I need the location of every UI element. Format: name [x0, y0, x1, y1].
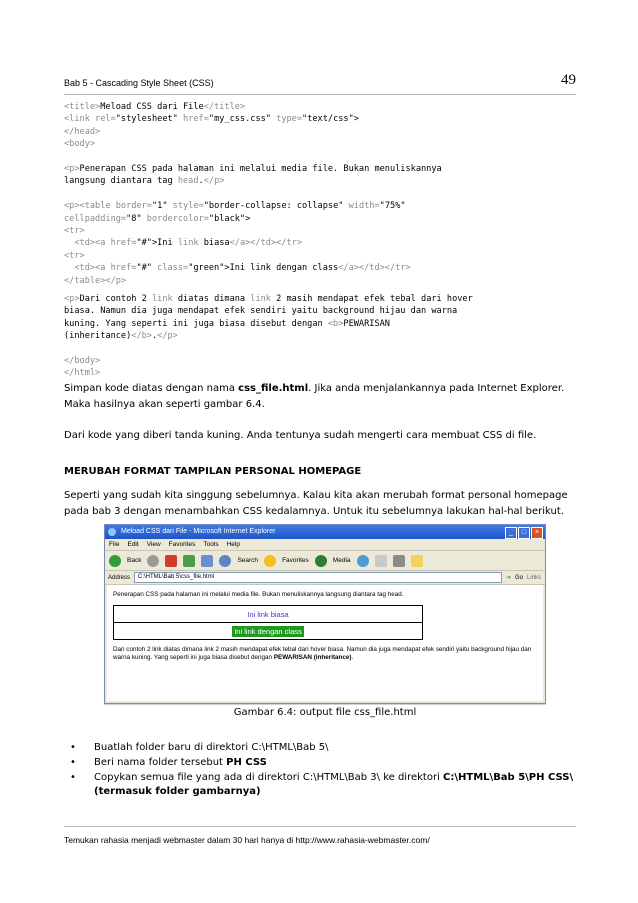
link-table — [113, 605, 423, 640]
window-titlebar — [105, 525, 545, 539]
list-item: • Buatlah folder baru di direktori C:\HTML\Bab 5\ — [70, 742, 329, 753]
code-line — [64, 343, 584, 355]
code-line: cellpadding="8" bordercolor="black"> — [64, 213, 251, 224]
back-label: Back — [127, 557, 142, 564]
mail-icon — [375, 555, 387, 567]
code-line: <title>Meload CSS dari File</title> — [64, 102, 246, 112]
code-line: biasa. Namun dia juga mendapat efek sendiri yaitu background hijau dan warna — [64, 306, 458, 317]
bullet-dot-icon: • — [70, 772, 76, 783]
ie-icon — [108, 528, 116, 536]
code-line: <link rel="stylesheet" href="my_css.css" type="text/css"> — [64, 114, 359, 125]
menu-item: Tools — [203, 541, 219, 548]
paragraph-save-file: Simpan kode diatas dengan nama css_file.html. Jika anda menjalankannya pada Internet Explorer. Maka hasilnya akan seperti gambar 6.4. — [64, 383, 565, 410]
code-line — [64, 151, 584, 163]
stop-icon — [165, 555, 177, 567]
code-line: (inheritance)</b>.</p> — [64, 331, 178, 342]
search-label: Search — [237, 557, 259, 564]
section-heading: MERUBAH FORMAT TAMPILAN PERSONAL HOMEPAGE — [64, 466, 362, 477]
go-label: Go — [514, 574, 523, 581]
browser-toolbar — [105, 551, 545, 571]
page-footer: Temukan rahasia menjadi webmaster dalam 30 hari hanya di http://www.rahasia-webmaster.com/ — [64, 826, 576, 845]
media-icon — [315, 555, 327, 567]
bullet-dot-icon: • — [70, 757, 76, 768]
address-bar — [105, 571, 545, 585]
list-item: • Beri nama folder tersebut PH CSS — [70, 757, 267, 768]
browser-page — [107, 585, 543, 701]
menu-bar — [105, 539, 545, 551]
list-item: • Copykan semua file yang ada di direktori C:\HTML\Bab 3\ ke direktori C:\HTML\Bab 5\PH CSS\ (termasuk folder gambarnya) — [70, 772, 574, 797]
code-line: <p>Dari contoh 2 link diatas dimana link 2 masih mendapat efek tebal dari hover — [64, 294, 473, 304]
links-label: Links — [526, 574, 541, 581]
favorites-label: Favorites — [282, 557, 309, 564]
search-icon — [219, 555, 231, 567]
code-line: <td><a href="#">Ini link biasa</a></td></tr> — [64, 238, 303, 249]
page-paragraph-2: Dari contoh 2 link diatas dimana link 2 masih mendapat efek tebal dari hover biasa. Namun dia juga mendapat efek sendiri yaitu background hijau dan warna kuning. Yang seperti ini juga biasa disebut dengan PEWARISAN (inheritance). — [113, 646, 532, 661]
address-value: C:\HTML\Bab 5\css_file.html — [134, 572, 502, 583]
code-line: </head> — [64, 126, 101, 137]
page-paragraph-1: Penerapan CSS pada halaman ini melalui media file. Bukan menuliskannya langsung diantara tag head. — [113, 591, 404, 598]
menu-item: File — [109, 541, 120, 548]
minimize-icon: _ — [505, 527, 517, 539]
page-header — [64, 72, 576, 95]
history-icon — [357, 555, 369, 567]
address-label: Address — [108, 574, 131, 581]
figure-caption: Gambar 6.4: output file css_file.html — [104, 704, 546, 718]
page-link-normal: Ini link biasa — [247, 609, 289, 619]
code-line — [64, 188, 584, 200]
back-arrow-icon — [109, 555, 121, 567]
code-line: <body> — [64, 139, 96, 150]
forward-arrow-icon — [147, 555, 159, 567]
page-number: 49 — [561, 72, 576, 88]
home-icon — [201, 555, 213, 567]
menu-item: Favorites — [168, 541, 196, 548]
print-icon — [393, 555, 405, 567]
code-line: <p><table border="1" style="border-collapse: collapse" width="75%" — [64, 201, 406, 212]
menu-item: View — [146, 541, 161, 548]
media-label: Media — [332, 557, 351, 564]
code-block-1 — [64, 101, 584, 287]
page-link-class: Ini link dengan class — [234, 626, 302, 636]
code-line: langsung diantara tag head.</p> — [64, 176, 225, 187]
menu-item: Edit — [127, 541, 139, 548]
code-block-2 — [64, 293, 584, 380]
chapter-title: Bab 5 - Cascading Style Sheet (CSS) — [64, 78, 214, 88]
folder-icon — [411, 555, 423, 567]
paragraph-intro: Seperti yang sudah kita singgung sebelumnya. Kalau kita akan merubah format personal homepage pada bab 3 dengan menambahkan CSS kedalamnya. Untuk itu sebelumnya lakukan hal-hal berikut. — [64, 490, 568, 517]
window-title: Meload CSS dari File - Microsoft Internet Explorer — [121, 528, 276, 535]
code-line: <tr> — [64, 250, 85, 261]
code-line: kuning. Yang seperti ini juga biasa disebut dengan <b>PEWARISAN — [64, 318, 390, 329]
code-line: <tr> — [64, 226, 85, 237]
code-line: <p>Penerapan CSS pada halaman ini melalui media file. Bukan menuliskannya — [64, 164, 442, 175]
code-line: </html> — [64, 368, 101, 379]
refresh-icon — [183, 555, 195, 567]
bullet-dot-icon: • — [70, 742, 76, 753]
close-icon: × — [531, 527, 543, 539]
menu-item: Help — [226, 541, 240, 548]
bullet-list — [64, 741, 584, 800]
code-line: </table></p> — [64, 275, 127, 286]
favorites-star-icon — [264, 555, 276, 567]
browser-screenshot — [104, 524, 546, 704]
code-line: <td><a href="#" class="green">Ini link dengan class</a></td></tr> — [64, 263, 411, 274]
paragraph-yellow-code: Dari kode yang diberi tanda kuning. Anda tentunya sudah mengerti cara membuat CSS di file. — [64, 430, 537, 441]
code-line: </body> — [64, 356, 101, 367]
go-arrow-icon: ➜ — [505, 575, 511, 581]
maximize-icon: □ — [518, 527, 530, 539]
file-name: css_file.html — [238, 383, 309, 394]
